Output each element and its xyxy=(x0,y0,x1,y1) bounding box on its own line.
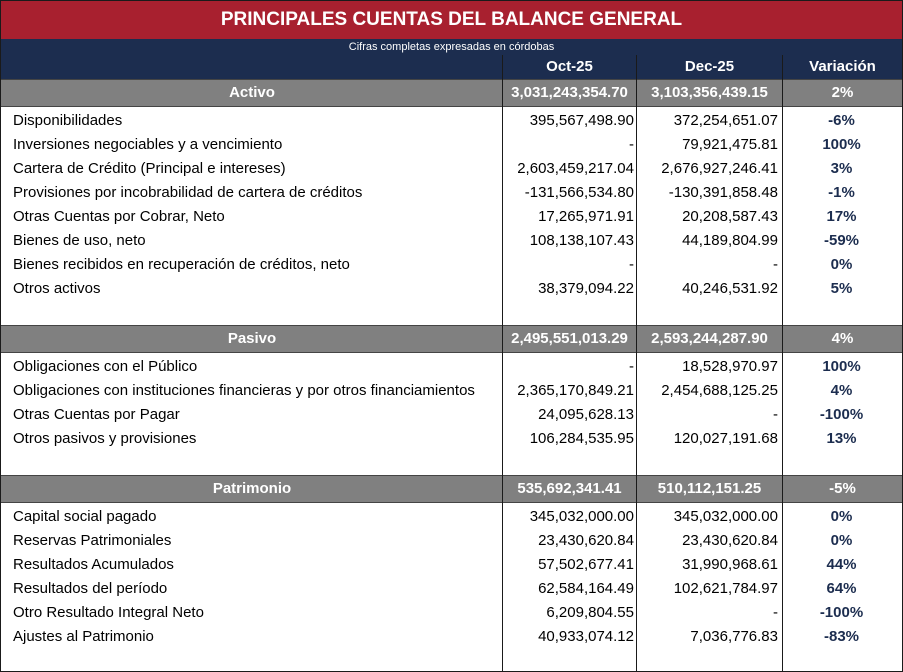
row-oct-value: 6,209,804.55 xyxy=(546,604,634,621)
row-variation: 3% xyxy=(830,160,853,177)
report-title: PRINCIPALES CUENTAS DEL BALANCE GENERAL xyxy=(1,1,902,39)
section-dec-value: 2,593,244,287.90 xyxy=(651,330,768,347)
row-dec-value: 79,921,475.81 xyxy=(682,136,778,153)
row-variation: -83% xyxy=(823,628,860,645)
row-variation: 100% xyxy=(822,136,861,153)
row-variation: 5% xyxy=(830,280,853,297)
section-label: Pasivo xyxy=(227,330,277,347)
section-variation: 2% xyxy=(831,84,854,101)
row-dec-value: 44,189,804.99 xyxy=(682,232,778,249)
row-label: Capital social pagado xyxy=(13,508,157,525)
row-dec-value: 7,036,776.83 xyxy=(690,628,778,645)
row-variation: -100% xyxy=(819,406,864,423)
row-label: Bienes de uso, neto xyxy=(13,232,146,249)
row-label: Otras Cuentas por Cobrar, Neto xyxy=(13,208,225,225)
row-label: Resultados Acumulados xyxy=(13,556,174,573)
section-oct-value: 535,692,341.41 xyxy=(517,480,622,497)
row-oct-value: -131,566,534.80 xyxy=(524,184,634,201)
table-row xyxy=(1,157,902,181)
row-oct-value: 57,502,677.41 xyxy=(538,556,634,573)
row-label: Bienes recibidos en recuperación de créditos, neto xyxy=(13,256,350,273)
row-variation: 13% xyxy=(826,430,857,447)
column-header-variation: Variación xyxy=(809,58,876,75)
row-variation: 44% xyxy=(826,556,857,573)
row-oct-value: 108,138,107.43 xyxy=(529,232,634,249)
row-oct-value: 2,365,170,849.21 xyxy=(517,382,634,399)
row-dec-value: 120,027,191.68 xyxy=(673,430,778,447)
row-oct-value: - xyxy=(629,256,634,273)
table-row xyxy=(1,379,902,403)
row-dec-value: - xyxy=(773,406,778,423)
table-row xyxy=(1,529,902,553)
section-label: Patrimonio xyxy=(212,480,292,497)
row-dec-value: 372,254,651.07 xyxy=(673,112,778,129)
row-variation: 0% xyxy=(830,532,853,549)
row-label: Obligaciones con el Público xyxy=(13,358,198,375)
table-row xyxy=(1,355,902,379)
section-dec-value: 510,112,151.25 xyxy=(657,480,762,497)
section-oct-value: 3,031,243,354.70 xyxy=(511,84,628,101)
row-oct-value: 345,032,000.00 xyxy=(529,508,634,525)
section-dec-value: 3,103,356,439.15 xyxy=(651,84,768,101)
row-oct-value: 395,567,498.90 xyxy=(529,112,634,129)
row-label: Reservas Patrimoniales xyxy=(13,532,172,549)
row-variation: 100% xyxy=(822,358,861,375)
table-row xyxy=(1,109,902,133)
row-label: Provisiones por incobrabilidad de cartera de créditos xyxy=(13,184,363,201)
row-oct-value: 106,284,535.95 xyxy=(529,430,634,447)
row-label: Otros pasivos y provisiones xyxy=(13,430,197,447)
table-row xyxy=(1,625,902,649)
section-variation: -5% xyxy=(829,480,856,497)
column-divider xyxy=(636,55,637,671)
row-dec-value: 18,528,970.97 xyxy=(682,358,778,375)
row-dec-value: 23,430,620.84 xyxy=(682,532,778,549)
row-oct-value: - xyxy=(629,358,634,375)
section-row-patrimonio xyxy=(1,475,902,503)
row-dec-value: 345,032,000.00 xyxy=(673,508,778,525)
row-variation: -59% xyxy=(823,232,860,249)
section-label: Activo xyxy=(229,84,275,101)
row-variation: 17% xyxy=(826,208,857,225)
row-variation: -100% xyxy=(819,604,864,621)
row-oct-value: 62,584,164.49 xyxy=(538,580,634,597)
row-label: Otras Cuentas por Pagar xyxy=(13,406,180,423)
table-row xyxy=(1,253,902,277)
column-divider xyxy=(782,55,783,671)
column-header-oct: Oct-25 xyxy=(546,58,593,75)
section-row-pasivo xyxy=(1,325,902,353)
table-row xyxy=(1,505,902,529)
table-row xyxy=(1,427,902,451)
section-variation: 4% xyxy=(831,330,854,347)
row-label: Cartera de Crédito (Principal e intereses) xyxy=(13,160,286,177)
table-row xyxy=(1,205,902,229)
column-header-row xyxy=(1,55,902,79)
table-row xyxy=(1,133,902,157)
row-label: Disponibilidades xyxy=(13,112,123,129)
row-oct-value: 23,430,620.84 xyxy=(538,532,634,549)
row-variation: 0% xyxy=(830,256,853,273)
section-oct-value: 2,495,551,013.29 xyxy=(511,330,628,347)
row-dec-value: 102,621,784.97 xyxy=(673,580,778,597)
row-variation: 4% xyxy=(830,382,853,399)
row-label: Otros activos xyxy=(13,280,101,297)
row-oct-value: 24,095,628.13 xyxy=(538,406,634,423)
row-oct-value: 17,265,971.91 xyxy=(538,208,634,225)
table-row xyxy=(1,181,902,205)
row-dec-value: 31,990,968.61 xyxy=(682,556,778,573)
table-row xyxy=(1,403,902,427)
column-divider xyxy=(502,55,503,671)
row-dec-value: 40,246,531.92 xyxy=(682,280,778,297)
section-row-activo xyxy=(1,79,902,107)
row-oct-value: - xyxy=(629,136,634,153)
row-variation: 64% xyxy=(826,580,857,597)
row-label: Inversiones negociables y a vencimiento xyxy=(13,136,283,153)
report-subtitle: Cifras completas expresadas en córdobas xyxy=(1,39,902,55)
row-variation: -1% xyxy=(828,184,855,201)
table-row xyxy=(1,577,902,601)
row-dec-value: 2,676,927,246.41 xyxy=(661,160,778,177)
row-dec-value: - xyxy=(773,256,778,273)
table-row xyxy=(1,553,902,577)
row-variation: -6% xyxy=(828,112,855,129)
row-label: Resultados del período xyxy=(13,580,168,597)
row-oct-value: 40,933,074.12 xyxy=(538,628,634,645)
table-row xyxy=(1,601,902,625)
row-label: Obligaciones con instituciones financieras y por otros financiamientos xyxy=(13,382,475,399)
row-oct-value: 2,603,459,217.04 xyxy=(517,160,634,177)
row-dec-value: -130,391,858.48 xyxy=(668,184,778,201)
row-dec-value: 2,454,688,125.25 xyxy=(661,382,778,399)
table-row xyxy=(1,277,902,301)
row-label: Otro Resultado Integral Neto xyxy=(13,604,204,621)
table-row xyxy=(1,229,902,253)
row-variation: 0% xyxy=(830,508,853,525)
row-oct-value: 38,379,094.22 xyxy=(538,280,634,297)
row-label: Ajustes al Patrimonio xyxy=(13,628,154,645)
row-dec-value: - xyxy=(773,604,778,621)
column-header-dec: Dec-25 xyxy=(684,58,735,75)
row-dec-value: 20,208,587.43 xyxy=(682,208,778,225)
